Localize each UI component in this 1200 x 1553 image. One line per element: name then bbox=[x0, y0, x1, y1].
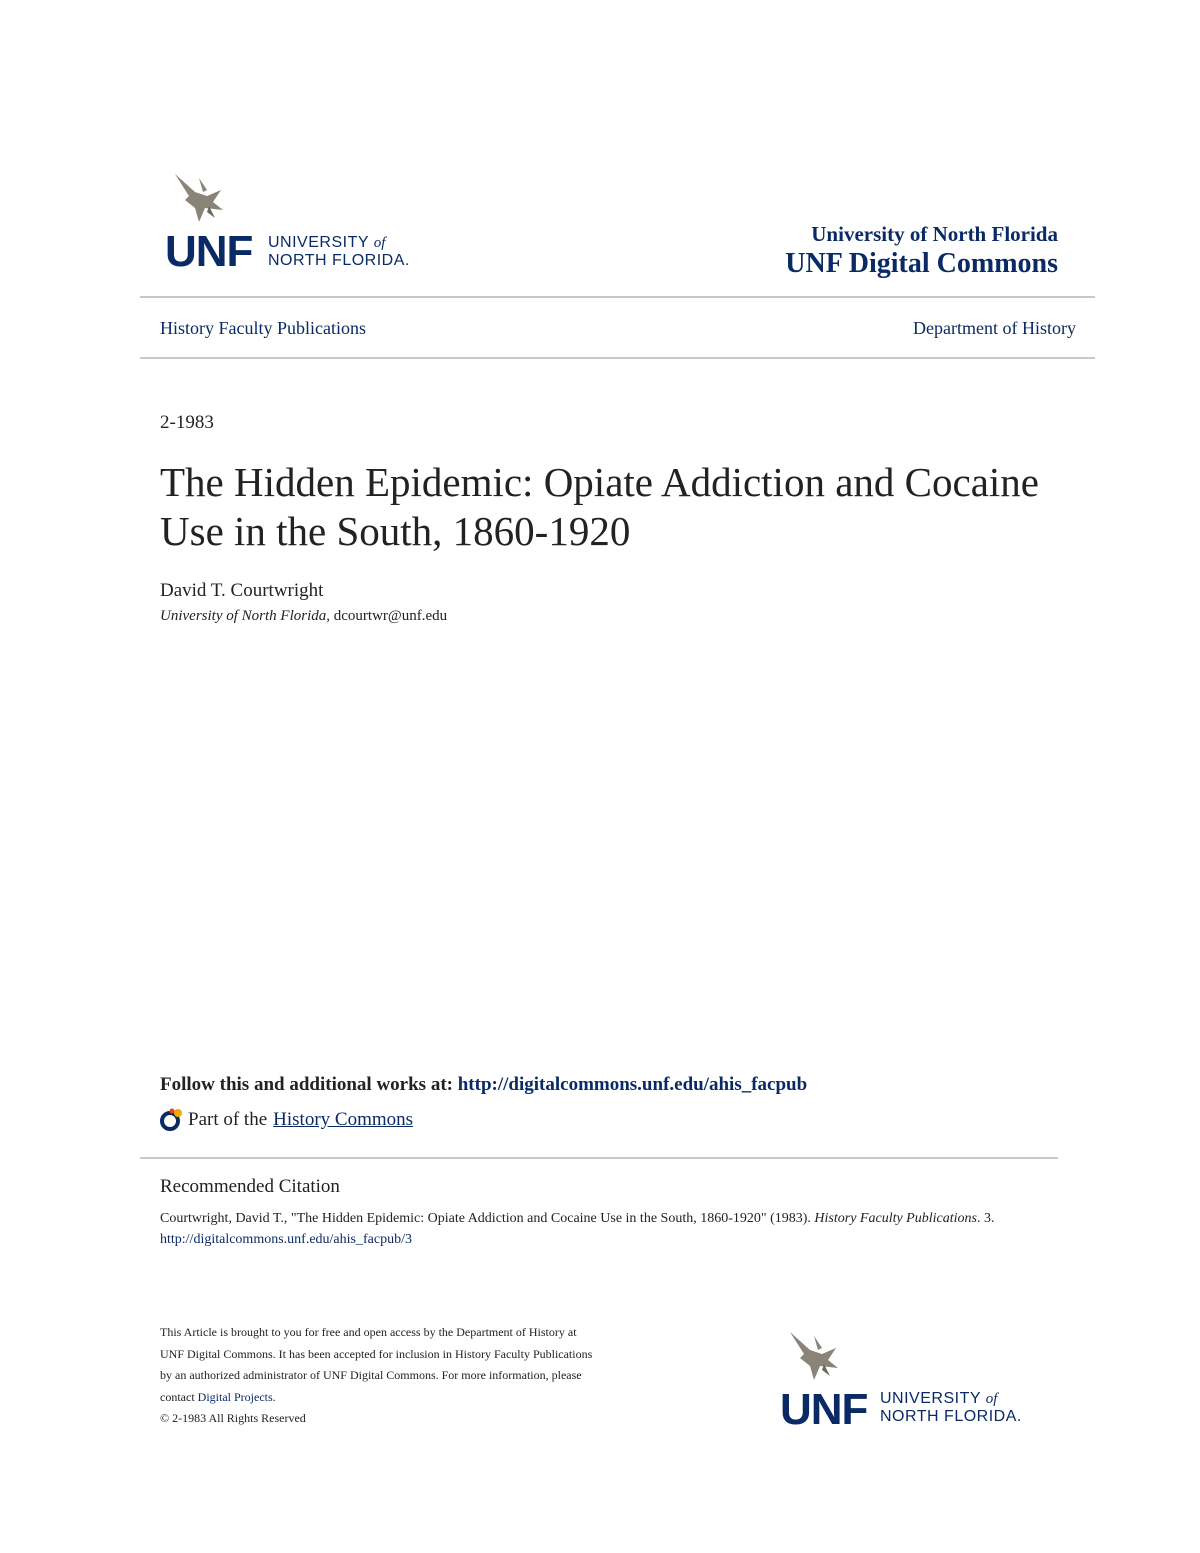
publication-date: 2-1983 bbox=[160, 412, 214, 433]
logo-university-text: UNIVERSITY of NORTH FLORIDA. bbox=[880, 1390, 1022, 1425]
header-divider bbox=[140, 296, 1095, 298]
logo-unf-text: UNF bbox=[780, 1385, 868, 1434]
unf-logo-header bbox=[165, 170, 445, 280]
citation-heading: Recommended Citation bbox=[160, 1176, 340, 1197]
history-commons-link[interactable]: History Commons bbox=[273, 1109, 414, 1130]
repository-name[interactable]: UNF Digital Commons bbox=[785, 248, 1058, 279]
network-icon bbox=[160, 1108, 184, 1132]
department-link[interactable]: Department of History bbox=[913, 318, 1076, 338]
article-title: The Hidden Epidemic: Opiate Addiction and Cocaine Use in the South, 1860-1920 bbox=[160, 459, 1039, 554]
access-notice: This Article is brought to you for free and open access by the Department of History at UNF Digital Commons. It has been accepted for inclusion in History Faculty Publications by an authorized administrator of UNF Digital Commons. For more information, please contact Digital Projects. © 2-1983 All Rights Reserved bbox=[160, 1325, 593, 1425]
digital-projects-link[interactable]: Digital Projects bbox=[197, 1389, 273, 1404]
nav-divider bbox=[140, 357, 1095, 359]
osprey-icon bbox=[780, 1328, 850, 1390]
citation-divider bbox=[140, 1157, 1058, 1159]
author-name: David T. Courtwright bbox=[160, 580, 324, 601]
citation-url-link[interactable]: http://digitalcommons.unf.edu/ahis_facpub/3 bbox=[160, 1232, 412, 1247]
part-of-line: Part of the History Commons bbox=[160, 1108, 413, 1132]
logo-university-text: UNIVERSITY of NORTH FLORIDA. bbox=[268, 234, 410, 269]
osprey-icon bbox=[165, 170, 235, 232]
institution-name: University of North Florida bbox=[811, 222, 1058, 246]
citation-text: Courtwright, David T., "The Hidden Epidemic: Opiate Addiction and Cocaine Use in the South, 1860-1920" (1983). History Faculty Publications. 3. http://digitalcommons.unf.edu/ahis_facpub/3 bbox=[160, 1208, 1040, 1250]
collection-url-link[interactable]: http://digitalcommons.unf.edu/ahis_facpub bbox=[457, 1074, 808, 1095]
logo-unf-text: UNF bbox=[165, 227, 253, 276]
author-affiliation: University of North Florida, dcourtwr@unf.edu bbox=[160, 608, 448, 624]
follow-line: Follow this and additional works at: http://digitalcommons.unf.edu/ahis_facpub bbox=[160, 1074, 808, 1095]
collection-link[interactable]: History Faculty Publications bbox=[160, 318, 366, 338]
unf-logo-footer bbox=[780, 1328, 1060, 1438]
